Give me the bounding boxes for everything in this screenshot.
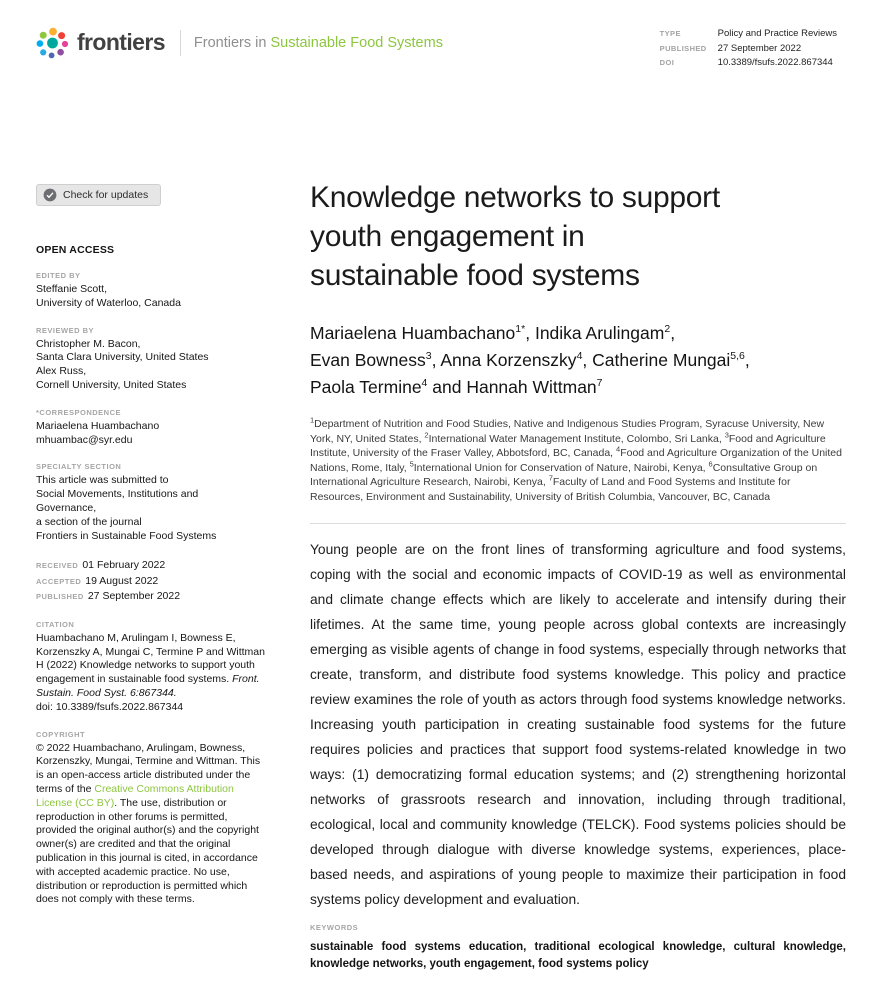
correspondence-label: *CORRESPONDENCE (36, 407, 122, 417)
affiliation-text: International Water Management Institute, Colombo, Sri Lanka, (428, 432, 725, 445)
article-meta (660, 27, 837, 71)
specialty-section (36, 462, 270, 543)
journal-prefix: Frontiers in (193, 34, 271, 51)
copyright-pre: © 2022 Huambachano, Arulingam, Bowness, Korzenszky, Mungai, Termine and Wittman. This is an open-access article distributed under the terms of the (36, 741, 261, 796)
copyright-post: . The use, distribution or reproduction in other forums is permitted, provided the original author(s) and the copyright owner(s) are credited and that the original publication in this journal is cited, in accordance with accepted academic practice. No use, distribution or reproduction is permitted which does not comply with these terms. (36, 796, 259, 906)
affiliation-text: Department of Nutrition and Food Studies, Native and Indigenous Studies Program, Syracuse University, New York, NY, United States, (310, 418, 825, 445)
author-sup: 2 (664, 323, 671, 336)
header-divider (180, 30, 181, 56)
citation-body: Huambachano M, Arulingam I, Bowness E, Korzenszky A, Mungai C, Termine P and Wittman H (2022) Knowledge networks to support youth engagement in sustainable food systems. (36, 631, 265, 686)
author-name: Paola Termine (310, 377, 422, 397)
affiliation-sup: 3 (724, 430, 729, 440)
affiliation-sup: 7 (548, 473, 553, 483)
published-date: 27 September 2022 (87, 590, 181, 603)
author[interactable] (310, 323, 525, 343)
citation-text (36, 632, 270, 715)
article-dates (36, 558, 270, 605)
abstract-text: Young people are on the front lines of transforming agriculture and food systems, coping with the social and economic impacts of COVID-19 as well as environmental and climate change effects which are likely to accelerate and intensify during their lifetimes. At the same time, young people across global contexts are increasingly emerging as visible agents of change in food systems, especially through networks that create, transform, and distribute food systems knowledge. This policy and practice review examines the role of youth as actors through food systems knowledge networks. Increasing youth participation in creating sustainable food systems for the future requires policies and practices that support food systems-related knowledge in two ways: (1) democratizing formal education systems; and (2) strengthening horizontal networks of grassroots research and innovation, including through traditional, ecological, local and community knowledge (TELCK). Food systems policies should be developed through dialogue with diverse knowledge systems, experiences, place-based needs, and aspirations of young people to maximize their participation in food systems policy development and evaluation. (310, 541, 846, 907)
brand-row (36, 26, 443, 59)
author-name: Hannah Wittman (466, 377, 597, 397)
author-separator: , (431, 350, 441, 370)
copyright-section (36, 730, 270, 908)
specialty-label: SPECIALTY SECTION (36, 462, 122, 472)
copyright-label: COPYRIGHT (36, 729, 86, 739)
meta-doi-row (660, 56, 837, 71)
author-separator: , (525, 323, 535, 343)
affiliation-sup: 4 (616, 444, 621, 454)
author[interactable] (310, 350, 432, 370)
author-separator: , (670, 323, 676, 343)
author-sup: 7 (596, 377, 603, 390)
affiliation-text: Food and Agriculture Organization of the United Nations, Rome, Italy, (310, 447, 842, 474)
meta-published-row (660, 42, 837, 57)
affiliation-sup: 1 (310, 415, 315, 425)
correspondence-email-link[interactable]: mhuambac@syr.edu (36, 433, 133, 446)
cc-by-license-link[interactable]: Creative Commons Attribution License (CC BY) (36, 783, 234, 809)
check-for-updates-button[interactable] (36, 184, 161, 206)
edited-by-label: EDITED BY (36, 271, 81, 280)
author-sup: 1* (515, 323, 526, 336)
accepted-date: 19 August 2022 (85, 574, 159, 587)
keywords-text: sustainable food systems education, traditional ecological knowledge, cultural knowledge, knowledge networks, youth engagement, food systems policy (310, 940, 846, 971)
meta-type-value: Policy and Practice Reviews (717, 28, 837, 39)
author-name: Mariaelena Huambachano (310, 323, 516, 343)
journal-header (0, 0, 873, 86)
affiliation-list (310, 417, 846, 505)
author[interactable] (592, 350, 745, 370)
author-sup: 4 (576, 350, 583, 363)
citation-doi: doi: 10.3389/fsufs.2022.867344 (36, 700, 184, 713)
reviewed-by-section (36, 326, 270, 393)
article-main (310, 178, 846, 974)
published-label: PUBLISHED (36, 592, 84, 602)
meta-doi-label: DOI (659, 58, 675, 67)
meta-type-row (660, 27, 837, 42)
correspondence-section (36, 408, 270, 448)
affiliation-text: Consultative Group on International Agriculture Research, Nairobi, Kenya, (310, 461, 818, 489)
citation-label: CITATION (36, 619, 75, 629)
journal-title[interactable] (194, 35, 443, 51)
citation-journal: Front. Sustain. Food Syst. 6:867344. (36, 673, 260, 700)
crossmark-icon (43, 188, 57, 202)
accepted-label: ACCEPTED (36, 576, 82, 586)
author-name: Catherine Mungai (592, 350, 731, 370)
affiliation-sup: 6 (708, 459, 713, 469)
citation-section (36, 620, 270, 715)
reviewed-by-text: Christopher M. Bacon, Santa Clara University, United States Alex Russ, Cornell University, United States (36, 337, 209, 391)
abstract-divider (310, 523, 846, 524)
check-for-updates-label: Check for updates (63, 189, 149, 201)
author-separator: , (582, 350, 593, 370)
author-sup: 4 (421, 377, 428, 390)
author-sup: 5,6 (730, 350, 745, 363)
article-sidebar (36, 184, 270, 907)
published-row (36, 589, 270, 605)
journal-name: Sustainable Food Systems (270, 34, 443, 51)
author-sup: 3 (425, 350, 432, 363)
author[interactable] (310, 377, 427, 397)
author-separator: , (744, 350, 750, 370)
author-name: Evan Bowness (310, 350, 426, 370)
meta-published-label: PUBLISHED (659, 43, 707, 53)
author-name: Indika Arulingam (534, 323, 665, 343)
affiliation-text: International Union for Conservation of Nature, Nairobi, Kenya, (413, 461, 709, 474)
received-row (36, 558, 270, 574)
author[interactable] (535, 323, 670, 343)
accepted-row (36, 574, 270, 590)
author-name: Anna Korzenszky (440, 350, 577, 370)
copyright-text (36, 742, 270, 908)
edited-by-text: Steffanie Scott, University of Waterloo, Canada (36, 283, 181, 309)
reviewed-by-label: REVIEWED BY (36, 325, 95, 335)
author-separator: and (427, 377, 467, 397)
meta-published-value: 27 September 2022 (717, 42, 802, 54)
open-access-heading: OPEN ACCESS (36, 244, 115, 256)
meta-doi-value[interactable]: 10.3389/fsufs.2022.867344 (717, 57, 833, 68)
received-date: 01 February 2022 (82, 559, 166, 572)
specialty-text: This article was submitted to Social Movements, Institutions and Governance, a section of the journal Frontiers in Sustainable Food Systems (36, 474, 217, 542)
article-title: Knowledge networks to support youth engagement in sustainable food systems (310, 181, 720, 292)
author-list (310, 320, 846, 401)
affiliation-text: Food and Agriculture Institute, University of the Fraser Valley, Abbotsford, BC, Canada, (310, 432, 826, 460)
affiliation-sup: 5 (409, 459, 414, 469)
correspondence-name: Mariaelena Huambachano (36, 419, 160, 432)
edited-by-section (36, 271, 270, 311)
meta-type-label: TYPE (659, 29, 681, 38)
keywords-label: KEYWORDS (310, 922, 359, 932)
affiliation-sup: 2 (424, 430, 429, 440)
received-label: RECEIVED (36, 561, 79, 571)
brand-name[interactable]: frontiers (77, 29, 165, 55)
frontiers-logo-icon (36, 26, 69, 59)
affiliation-text: Faculty of Land and Food Systems and Institute for Resources, Environment and Sustainability, University of British Columbia, Vancouver, BC, Canada (310, 476, 791, 503)
author[interactable] (440, 350, 582, 370)
author[interactable] (466, 377, 602, 397)
